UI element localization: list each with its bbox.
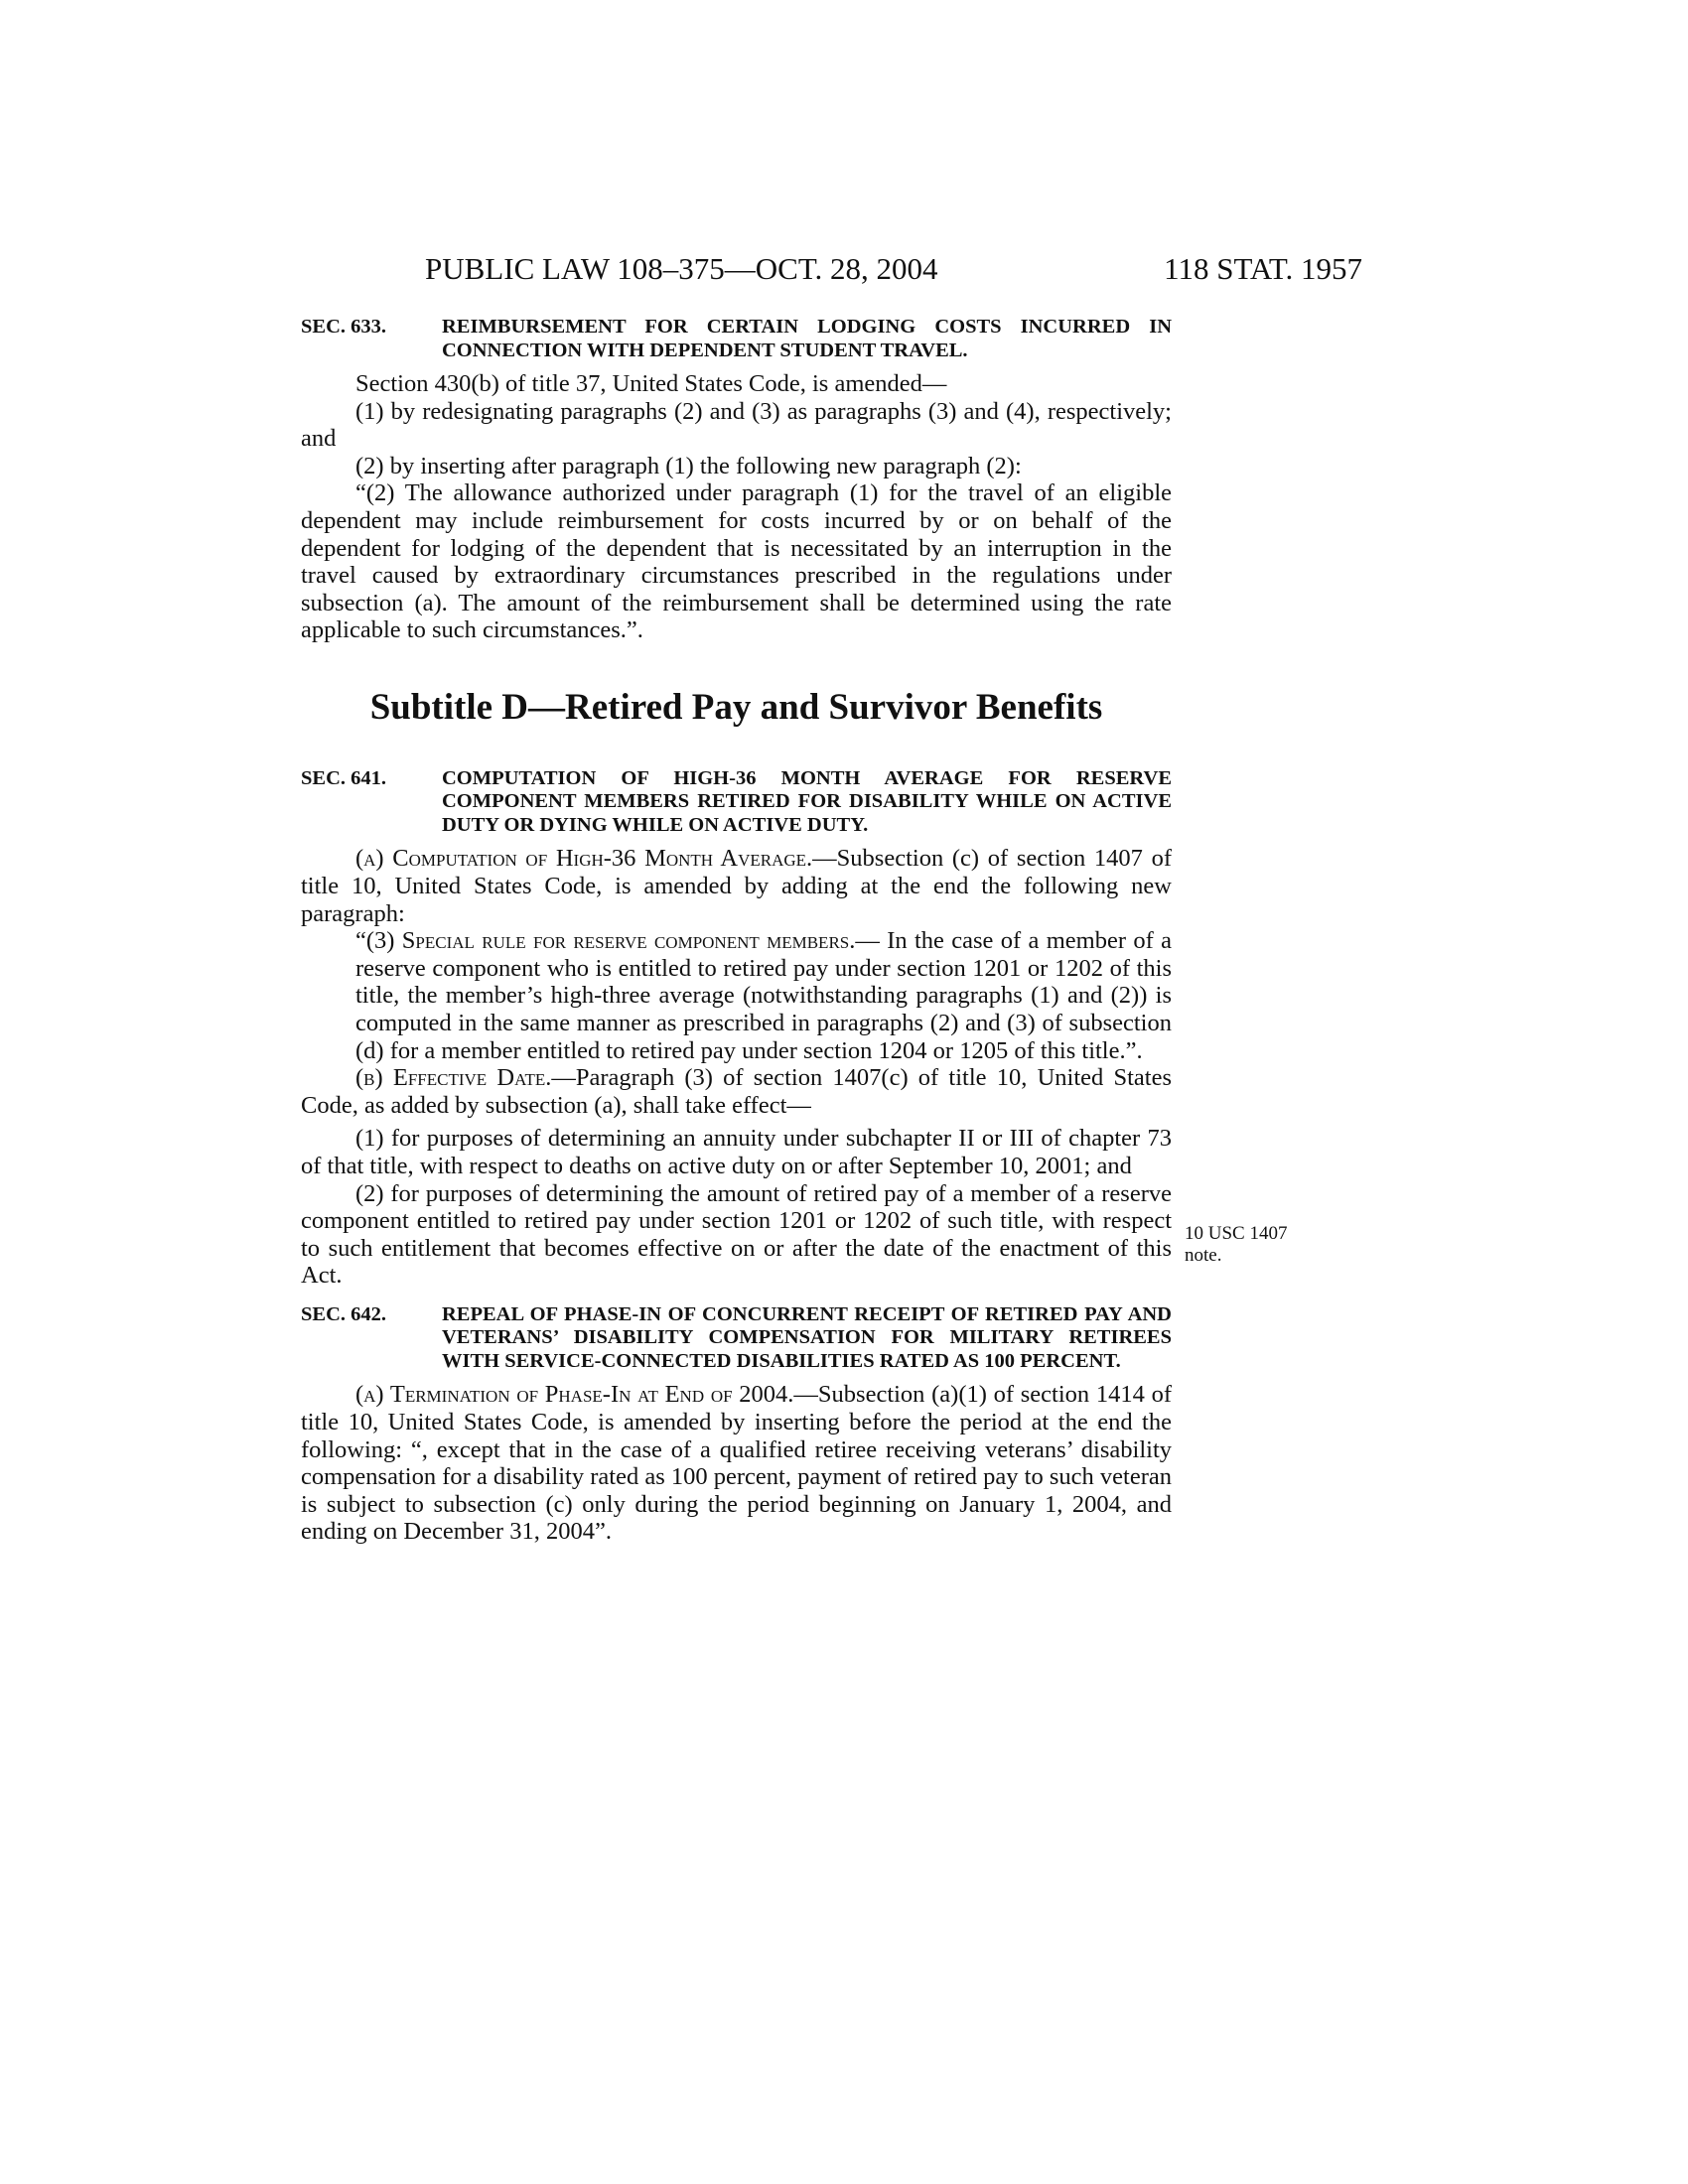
section-number: SEC. 641. xyxy=(301,766,387,789)
section-633-paragraph-1: (1) by redesignating paragraphs (2) and (3) as paragraphs (3) and (4), respectively; and xyxy=(301,397,1172,453)
section-title: COMPUTATION OF HIGH-36 MONTH AVERAGE FOR RESERVE COMPONENT MEMBERS RETIRED FOR DISABILITY WHILE ON ACTIVE DUTY OR DYING WHILE ON ACTIVE DUTY. xyxy=(442,766,1172,836)
margin-note-label: note. xyxy=(1185,1245,1222,1266)
section-641-subsection-b xyxy=(301,1064,1172,1119)
subtitle-heading: Subtitle D—Retired Pay and Survivor Benefits xyxy=(369,686,1103,728)
subsection-heading: (a) Termination of Phase-In at End of 2004. xyxy=(355,1381,794,1409)
document-body xyxy=(301,316,1172,1546)
subsection-heading: (a) Computation of High-36 Month Average. xyxy=(355,845,813,873)
subsection-heading: (b) Effective Date. xyxy=(355,1064,552,1092)
margin-note xyxy=(1185,1223,1287,1267)
section-642-heading xyxy=(301,1303,1172,1374)
section-title: REIMBURSEMENT FOR CERTAIN LODGING COSTS INCURRED IN CONNECTION WITH DEPENDENT STUDENT TRAVEL. xyxy=(442,316,1172,361)
section-title: REPEAL OF PHASE-IN OF CONCURRENT RECEIPT OF RETIRED PAY AND VETERANS’ DISABILITY COMPENSATION FOR MILITARY RETIREES WITH SERVICE-CONNECTED DISABILITIES RATED AS 100 PERCENT. xyxy=(442,1302,1172,1372)
section-633-quoted-text: “(2) The allowance authorized under paragraph (1) for the travel of an eligible dependent may include reimbursement for costs incurred by or on behalf of the dependent for lodging of the dependent that is necessitated by an interruption in the travel caused by extraordinary circumstances prescribed in the regulations under subsection (a). The amount of the reimbursement shall be determined using the rate applicable to such circumstances.”. xyxy=(301,479,1172,644)
margin-note-citation: 10 USC 1407 xyxy=(1185,1223,1288,1244)
section-number: SEC. 642. xyxy=(301,1302,387,1325)
section-641-heading xyxy=(301,767,1172,838)
section-641-b-paragraph-1: (1) for purposes of determining an annuity under subchapter II or III of chapter 73 of that title, with respect to deaths on active duty on or after September 10, 2001; and xyxy=(301,1125,1172,1179)
page-header xyxy=(298,251,1362,291)
section-633-intro: Section 430(b) of title 37, United States Code, is amended— xyxy=(355,370,947,397)
public-law-citation: PUBLIC LAW 108–375—OCT. 28, 2004 xyxy=(425,251,938,286)
section-number: SEC. 633. xyxy=(301,316,387,338)
quoted-text: — In the case of a member of a reserve component who is entitled to retired pay under section 1201 or 1202 of this title, the member’s high-three average (notwithstanding paragraphs (1) and (2)) is computed in the same manner as prescribed in paragraphs (2) and (3) of subsection (d) for a member entitled to retired pay under section 1204 or 1205 of this title.”. xyxy=(355,927,1173,1064)
statute-page-number: 118 STAT. 1957 xyxy=(1164,251,1362,286)
subsection-text: —Paragraph (3) of section 1407(c) of title 10, United States Code, as added by subsection (a), shall take effect— xyxy=(301,1064,1172,1119)
section-642-subsection-a xyxy=(301,1381,1172,1546)
subsection-text: —Subsection (c) of section 1407 of title 10, United States Code, is amended by adding at the end the following new paragraph: xyxy=(301,845,1172,927)
subsection-text: —Subsection (a)(1) of section 1414 of title 10, United States Code, is amended by inserting before the period at the end the following: “, except that in the case of a qualified retiree receiving veterans’ disability compensation for a disability rated as 100 percent, payment of retired pay to such veteran is subject to subsection (c) only during the period beginning on January 1, 2004, and ending on December 31, 2004”. xyxy=(301,1381,1172,1546)
section-641-quoted-paragraph xyxy=(301,927,1172,1064)
section-641-b-paragraph-2: (2) for purposes of determining the amount of retired pay of a member of a reserve component entitled to retired pay under section 1201 or 1202 of such title, with respect to such entitlement that becomes effective on or after the date of the enactment of this Act. xyxy=(301,1179,1172,1290)
section-633-heading xyxy=(301,316,1172,362)
quoted-heading: “(3) Special rule for reserve component members. xyxy=(355,927,856,955)
section-641-subsection-a xyxy=(301,845,1172,927)
section-633-paragraph-2: (2) by inserting after paragraph (1) the following new paragraph (2): xyxy=(355,452,1022,479)
